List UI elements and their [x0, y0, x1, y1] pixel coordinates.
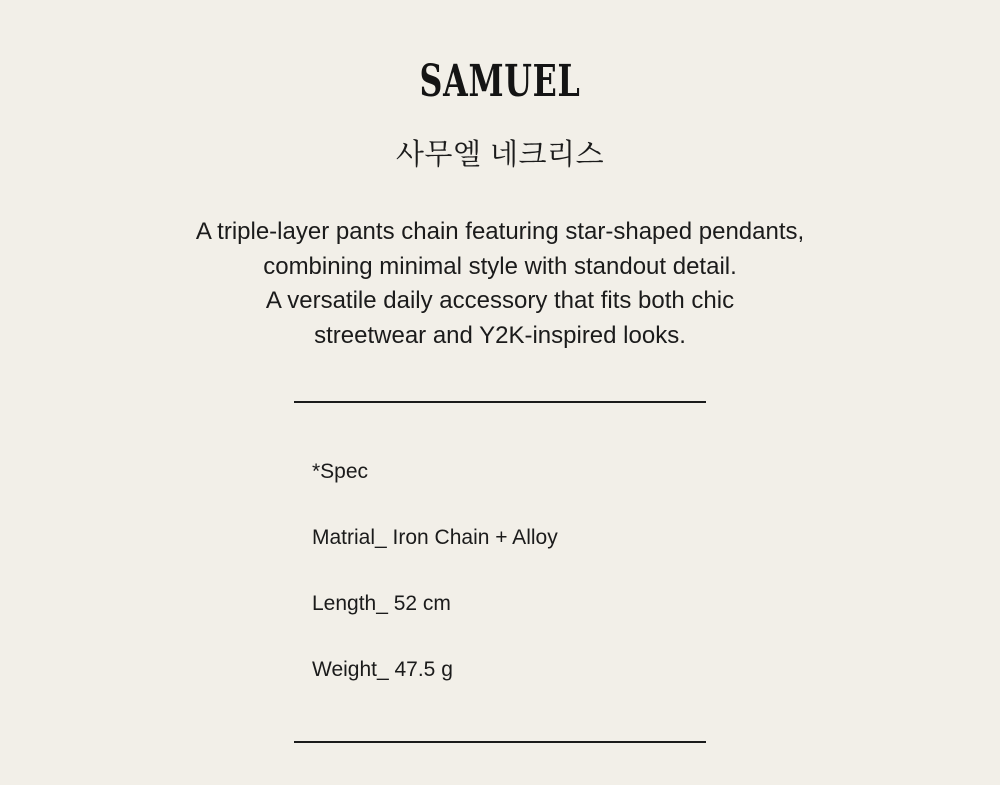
- spec-heading: *Spec: [312, 460, 369, 484]
- spec-section: [294, 403, 706, 680]
- spec-item-weight: Weight_ 47.5 g: [312, 658, 453, 682]
- spec-item-length: Length_ 52 cm: [312, 592, 451, 616]
- description-line: A triple-layer pants chain featuring star-shaped pendants,: [195, 218, 805, 245]
- description-line: A versatile daily accessory that fits both chic: [265, 287, 735, 315]
- description-line: streetwear and Y2K-inspired looks.: [314, 321, 686, 349]
- divider-bottom: [294, 741, 706, 743]
- description-line: combining minimal style with standout detail.: [263, 252, 737, 280]
- brand-wordmark: SAMUEL: [419, 56, 581, 107]
- product-description: [0, 173, 1000, 353]
- spec-item-material: Matrial_ Iron Chain + Alloy: [312, 526, 558, 550]
- product-title: 사무엘 네크리스: [395, 139, 605, 171]
